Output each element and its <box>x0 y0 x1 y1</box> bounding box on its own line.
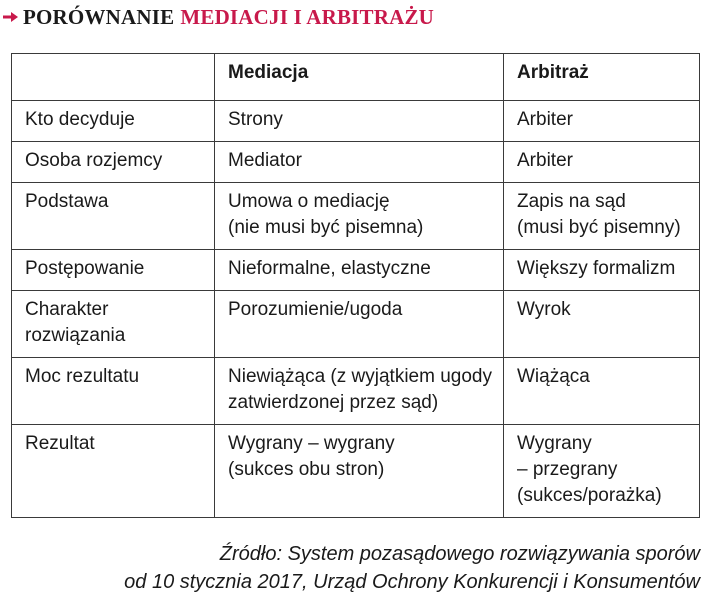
cell-text-line: (sukces obu stron) <box>228 459 385 480</box>
mediacja-cell <box>215 358 504 425</box>
row-label-cell <box>12 291 215 358</box>
mediacja-cell <box>215 183 504 250</box>
header-cell-empty <box>12 54 215 101</box>
row-label-cell <box>12 142 215 183</box>
cell-text-line: Rezultat <box>25 433 95 454</box>
cell-text-line: Postępowanie <box>25 258 145 279</box>
table-row <box>12 358 700 425</box>
cell-text-line: Wygrany – wygrany <box>228 433 395 454</box>
cell-text-line: Mediator <box>228 150 302 171</box>
cell-text-line: Wyrok <box>517 299 571 320</box>
row-label-cell <box>12 425 215 518</box>
cell-text-line: Osoba rozjemcy <box>25 150 163 171</box>
cell-text-line: Podstawa <box>25 191 109 212</box>
arbitraz-cell <box>504 250 700 291</box>
title-part-2: MEDIACJI I ARBITRAŻU <box>180 4 435 29</box>
row-label-cell <box>12 358 215 425</box>
section-title <box>2 4 434 30</box>
cell-text-line: rozwiązania <box>25 325 126 346</box>
source-line-2: od 10 stycznia 2017, Urząd Ochrony Konkurencji i Konsumentów <box>124 571 700 593</box>
mediacja-cell <box>215 250 504 291</box>
cell-text-line: Arbiter <box>517 150 573 171</box>
cell-text-line: Większy formalizm <box>517 258 676 279</box>
cell-text-line: Kto decyduje <box>25 109 135 130</box>
cell-text-line: (nie musi być pisemna) <box>228 217 424 238</box>
cell-text-line: – przegrany <box>517 459 618 480</box>
cell-text-line: Wiążąca <box>517 366 590 387</box>
arrow-right-icon <box>2 10 20 24</box>
arbitraz-cell <box>504 291 700 358</box>
arbitraz-cell <box>504 142 700 183</box>
mediacja-cell <box>215 425 504 518</box>
table-row <box>12 183 700 250</box>
cell-text-line: Nieformalne, elastyczne <box>228 258 431 279</box>
cell-text-line: Strony <box>228 109 283 130</box>
mediacja-cell <box>215 142 504 183</box>
arbitraz-cell <box>504 425 700 518</box>
table-row <box>12 425 700 518</box>
table-header-row <box>12 54 700 101</box>
source-line-1: Źródło: System pozasądowego rozwiązywania sporów <box>219 543 700 565</box>
row-label-cell <box>12 101 215 142</box>
table-row <box>12 250 700 291</box>
title-part-1: PORÓWNANIE <box>23 4 175 29</box>
cell-text-line: Zapis na sąd <box>517 191 626 212</box>
header-cell-mediacja: Mediacja <box>215 54 504 101</box>
cell-text-line: Porozumienie/ugoda <box>228 299 403 320</box>
mediacja-cell <box>215 291 504 358</box>
arbitraz-cell <box>504 358 700 425</box>
table-row <box>12 142 700 183</box>
arbitraz-cell <box>504 101 700 142</box>
mediacja-cell <box>215 101 504 142</box>
row-label-cell <box>12 183 215 250</box>
cell-text-line: (sukces/porażka) <box>517 485 662 506</box>
cell-text-line: Charakter <box>25 299 109 320</box>
row-label-cell <box>12 250 215 291</box>
comparison-table <box>11 53 700 518</box>
header-cell-arbitraz: Arbitraż <box>504 54 700 101</box>
table-row <box>12 291 700 358</box>
source-note <box>10 540 700 596</box>
cell-text-line: Moc rezultatu <box>25 366 140 387</box>
table-body <box>12 101 700 518</box>
table-row <box>12 101 700 142</box>
cell-text-line: Arbiter <box>517 109 573 130</box>
cell-text-line: (musi być pisemny) <box>517 217 681 238</box>
cell-text-line: zatwierdzonej przez sąd) <box>228 392 439 413</box>
cell-text-line: Umowa o mediację <box>228 191 390 212</box>
arbitraz-cell <box>504 183 700 250</box>
cell-text-line: Wygrany <box>517 433 592 454</box>
cell-text-line: Niewiążąca (z wyjątkiem ugody <box>228 366 492 387</box>
